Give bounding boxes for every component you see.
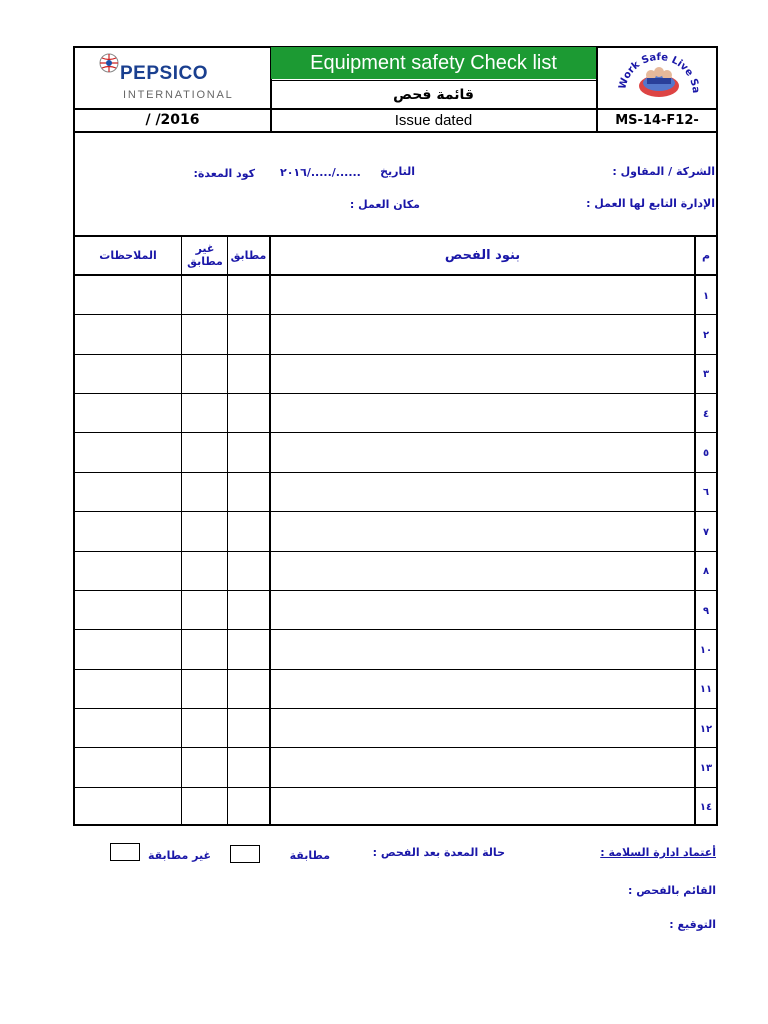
department-label: الإدارة التابع لها العمل : [586, 197, 715, 210]
date-field: / /2016 [145, 112, 200, 128]
col-num-header: م [701, 248, 711, 262]
col-divider-notmatch [227, 235, 228, 826]
row-divider [73, 590, 718, 591]
form-frame [73, 46, 718, 826]
row-number: ١٠ [699, 645, 713, 656]
row-divider [73, 432, 718, 433]
row-divider [73, 747, 718, 748]
row-number: ١١ [699, 684, 713, 695]
row-number: ٥ [702, 448, 710, 459]
work-safe-icon [611, 48, 707, 106]
date-label: التاريخ [380, 165, 415, 178]
row-number: ٤ [702, 409, 710, 420]
row-divider [73, 393, 718, 394]
row-number: ١٢ [699, 724, 713, 735]
row-divider [73, 629, 718, 630]
table-header-bottom [73, 274, 718, 276]
doc-code: MS-14-F12- [615, 112, 699, 128]
row-divider [73, 472, 718, 473]
row-divider [73, 708, 718, 709]
conforming-checkbox[interactable] [230, 845, 260, 863]
pepsico-logo [96, 52, 246, 106]
work-safe-badge [611, 48, 707, 106]
row-number: ٧ [702, 527, 710, 538]
row-number: ١٤ [699, 802, 713, 813]
logo-brand: PEPSICO [120, 63, 208, 84]
col-divider-notes [181, 235, 182, 826]
company-label: الشركة / المقاول : [612, 165, 715, 178]
row-number: ٦ [702, 487, 710, 498]
col-match-header: مطابق [230, 248, 267, 262]
inspector-label: القائم بالفحص : [627, 884, 716, 897]
row-number: ٨ [702, 566, 710, 577]
row-number: ١٣ [699, 763, 713, 774]
row-divider [73, 314, 718, 315]
col-divider-match [269, 235, 271, 826]
issue-dated: Issue dated [394, 111, 473, 129]
row-number: ١ [702, 291, 710, 302]
svg-text:Work Safe Live Safe: Work Safe Live Sa [617, 51, 702, 94]
signature-label: التوقيع : [669, 918, 716, 931]
globe-icon [96, 52, 122, 74]
row-divider [73, 787, 718, 788]
equipment-code-label: كود المعدة: [193, 167, 255, 180]
col-items-header: بنود الفحص [444, 247, 521, 263]
work-place-label: مكان العمل : [349, 198, 420, 211]
safety-approval: أعتماد ادارة السلامة : [600, 846, 716, 859]
row-number: ٢ [702, 330, 710, 341]
row-divider [73, 551, 718, 552]
logo-sub: INTERNATIONAL [123, 89, 234, 101]
non-conforming-checkbox[interactable] [110, 843, 140, 861]
row-divider [73, 354, 718, 355]
non-conforming-label: غير مطابقة [147, 849, 211, 862]
col-not-match-header: غير مطابق [187, 242, 223, 268]
equipment-status: حالة المعدة بعد الفحص : [372, 846, 505, 859]
date-value: ٢٠١٦/...../...... [280, 166, 361, 179]
row-number: ٩ [702, 606, 710, 617]
row-divider [73, 669, 718, 670]
header-bottom-divider [73, 131, 718, 133]
row-number: ٣ [702, 369, 710, 380]
title-ar: قائمة فحص [393, 86, 474, 103]
title-en: Equipment safety Check list [271, 47, 596, 79]
col-notes-header: الملاحظات [99, 248, 157, 262]
row-divider [73, 511, 718, 512]
conforming-label: مطابقة [289, 849, 330, 862]
